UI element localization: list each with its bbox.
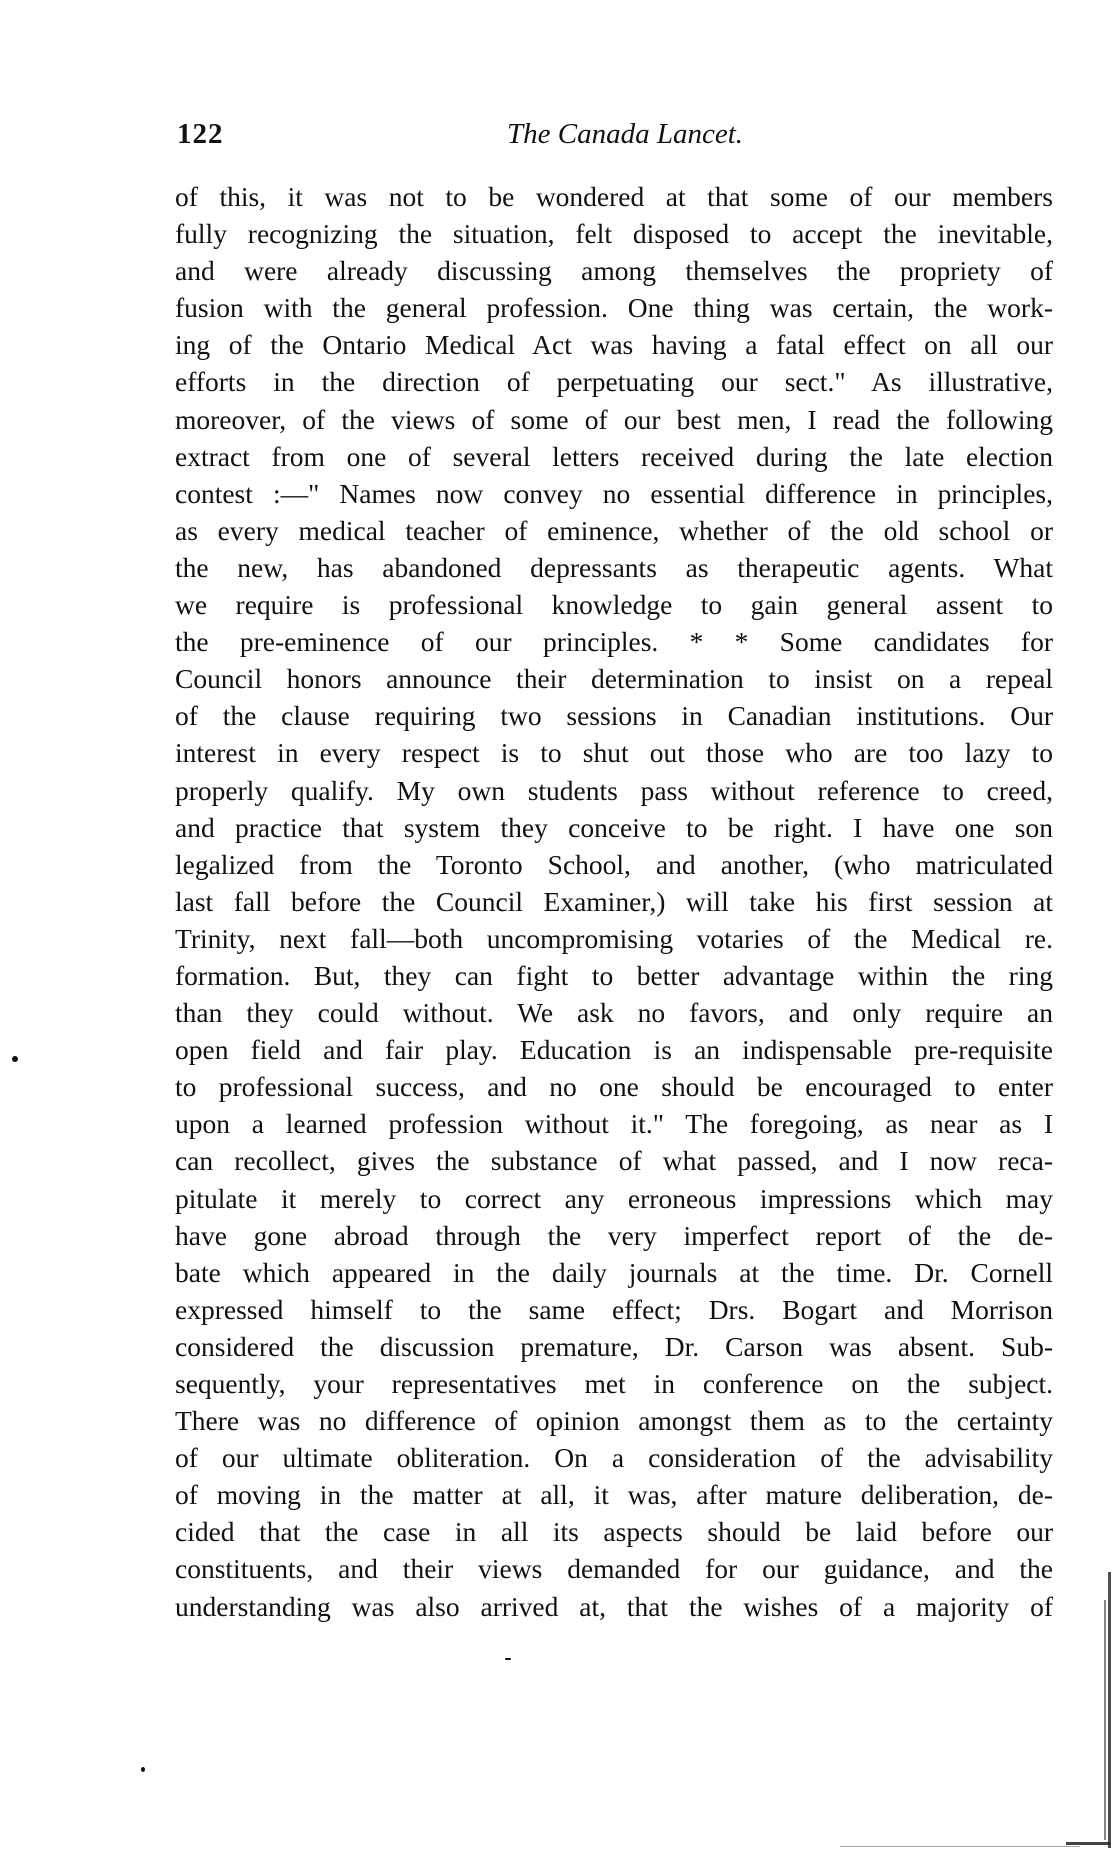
- page-edge-shadow: [1066, 1842, 1110, 1845]
- text-line: as every medical teacher of eminence, whether of the old school or: [175, 514, 1053, 546]
- text-line: the pre-eminence of our principles. * * Some candidates for: [175, 626, 1053, 658]
- text-line: upon a learned profession without it." The foregoing, as near as I: [175, 1108, 1053, 1140]
- text-line: legalized from the Toronto School, and another, (who matriculated: [175, 848, 1053, 880]
- text-line: cided that the case in all its aspects should be laid before our: [175, 1516, 1053, 1548]
- text-line: extract from one of several letters received during the late election: [175, 440, 1053, 472]
- text-line: can recollect, gives the substance of what passed, and I now reca-: [175, 1145, 1053, 1177]
- page-number: 122: [177, 118, 224, 150]
- text-line: of our ultimate obliteration. On a consideration of the advisability: [175, 1442, 1053, 1474]
- text-line: and practice that system they conceive to be right. I have one son: [175, 811, 1053, 843]
- text-line: of moving in the matter at all, it was, after mature deliberation, de-: [175, 1479, 1053, 1511]
- page-edge-shadow: [840, 1846, 1080, 1847]
- text-line: open field and fair play. Education is an indispensable pre-requisite: [175, 1034, 1053, 1066]
- scan-speck: [12, 1056, 18, 1062]
- text-line: Trinity, next fall—both uncompromising votaries of the Medical re.: [175, 922, 1053, 954]
- text-line: moreover, of the views of some of our best men, I read the following: [175, 403, 1053, 435]
- scan-speck: [141, 1767, 145, 1772]
- text-line: the new, has abandoned depressants as therapeutic agents. What: [175, 551, 1053, 583]
- text-line: have gone abroad through the very imperfect report of the de-: [175, 1219, 1053, 1251]
- text-line: There was no difference of opinion amongst them as to the certainty: [175, 1405, 1053, 1437]
- text-line: than they could without. We ask no favors, and only require an: [175, 997, 1053, 1029]
- text-line: properly qualify. My own students pass without reference to creed,: [175, 774, 1053, 806]
- text-line: pitulate it merely to correct any erroneous impressions which may: [175, 1182, 1053, 1214]
- text-line: ing of the Ontario Medical Act was having a fatal effect on all our: [175, 329, 1053, 361]
- page-edge-shadow: [1104, 1600, 1106, 1840]
- text-line: of this, it was not to be wondered at that some of our members: [175, 181, 1053, 212]
- text-line: we require is professional knowledge to gain general assent to: [175, 589, 1053, 621]
- page-edge-shadow: [1108, 1572, 1111, 1848]
- running-title: The Canada Lancet.: [506, 118, 744, 150]
- text-line: Council honors announce their determination to insist on a repeal: [175, 663, 1053, 695]
- scan-speck: [505, 1658, 511, 1660]
- text-line: interest in every respect is to shut out those who are too lazy to: [175, 737, 1053, 769]
- text-line: contest :—" Names now convey no essential difference in principles,: [175, 477, 1053, 509]
- text-line: expressed himself to the same effect; Drs. Bogart and Morrison: [175, 1293, 1053, 1325]
- text-line: sequently, your representatives met in conference on the subject.: [175, 1368, 1053, 1399]
- text-line: fully recognizing the situation, felt disposed to accept the inevitable,: [175, 218, 1053, 250]
- text-line: fusion with the general profession. One thing was certain, the work-: [175, 292, 1053, 324]
- text-line: efforts in the direction of perpetuating our sect." As illustrative,: [175, 366, 1053, 398]
- page-header: [177, 118, 1053, 158]
- text-line: constituents, and their views demanded for our guidance, and the: [175, 1553, 1053, 1585]
- text-line: formation. But, they can fight to better advantage within the ring: [175, 959, 1053, 991]
- text-line: of the clause requiring two sessions in Canadian institutions. Our: [175, 700, 1053, 732]
- text-line: to professional success, and no one should be encouraged to enter: [175, 1071, 1053, 1103]
- text-line: last fall before the Council Examiner,) will take his first session at: [175, 885, 1053, 917]
- text-line: and were already discussing among themselves the propriety of: [175, 255, 1053, 287]
- text-line: understanding was also arrived at, that the wishes of a majority of: [175, 1590, 1053, 1622]
- text-line: considered the discussion premature, Dr. Carson was absent. Sub-: [175, 1330, 1053, 1362]
- text-line: bate which appeared in the daily journals at the time. Dr. Cornell: [175, 1256, 1053, 1288]
- body-text: [175, 178, 1053, 1625]
